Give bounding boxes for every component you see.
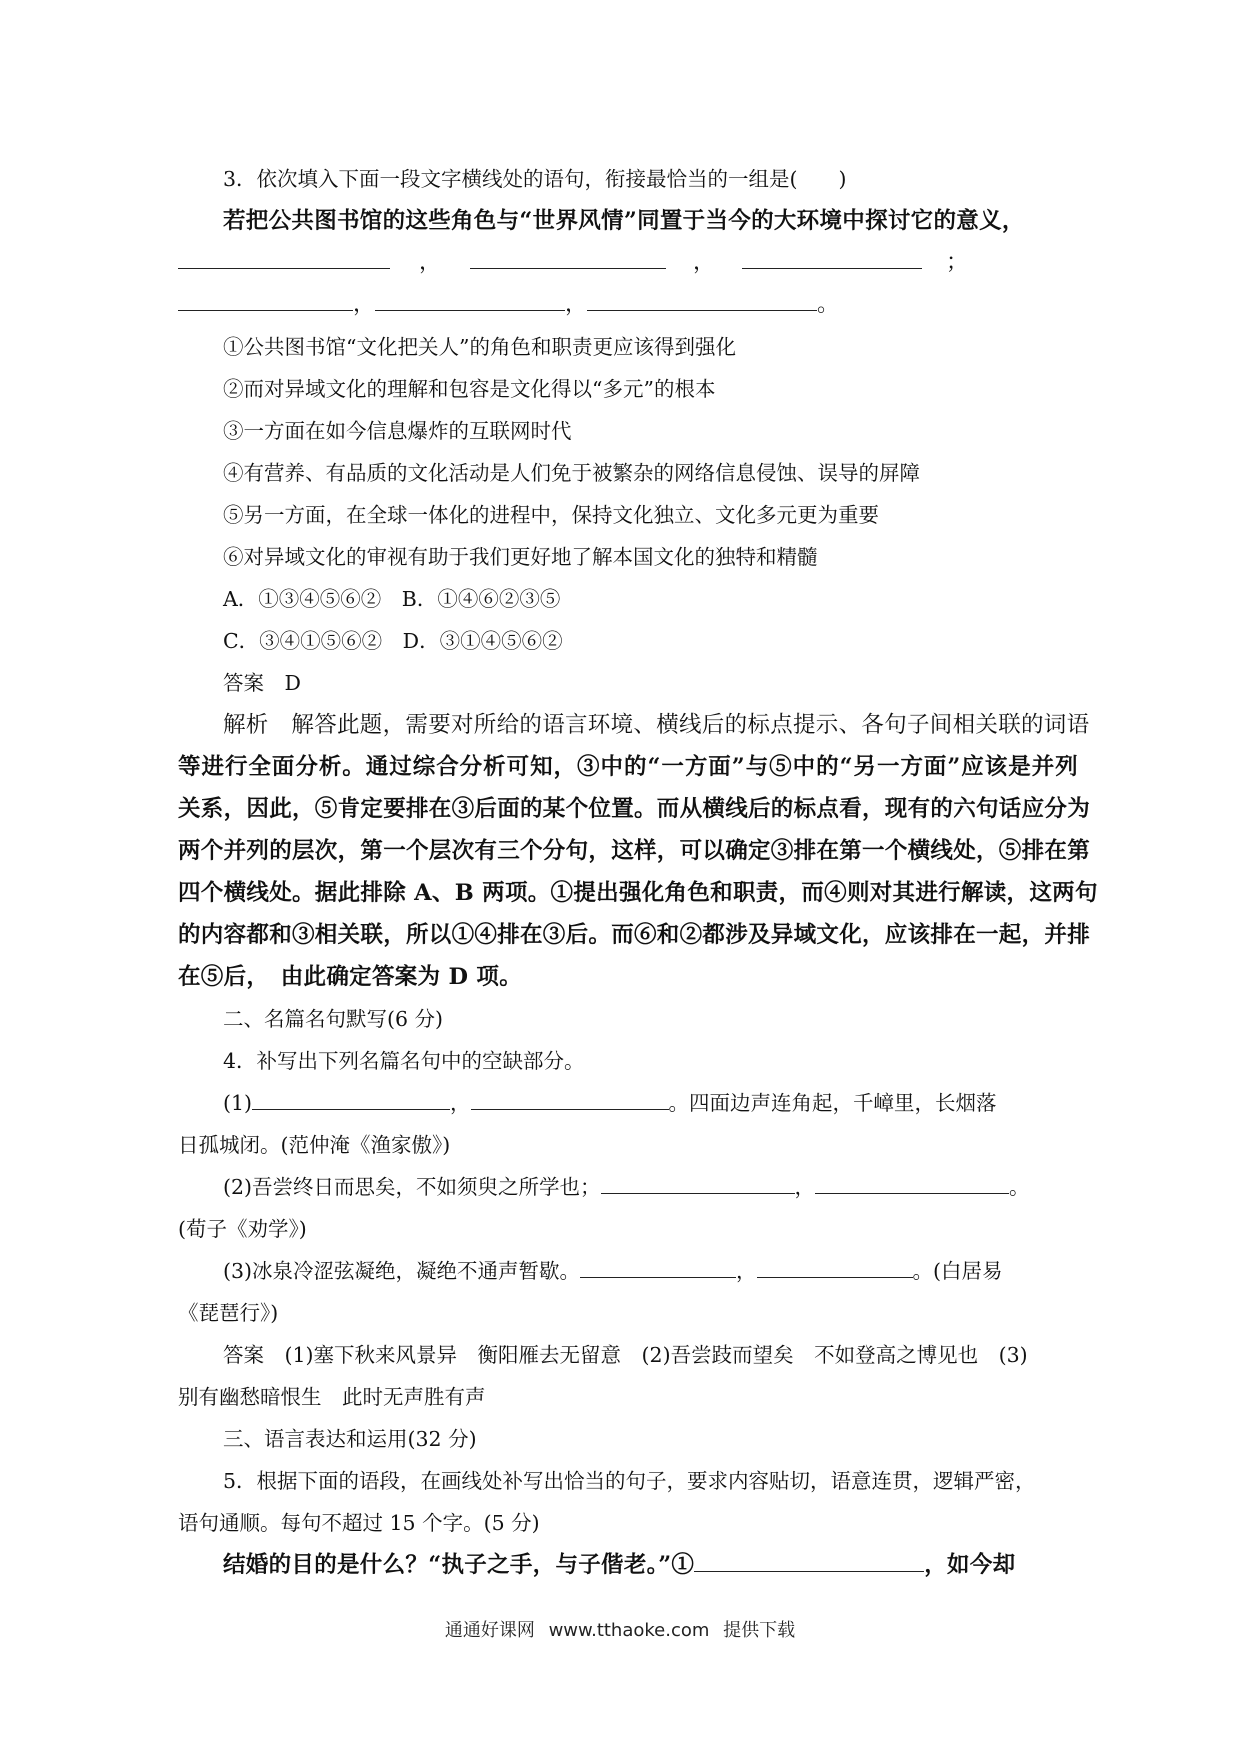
- analysis-line-2: 等进行全面分析。通过综合分析可知，③中的“一方面”与⑤中的“另一方面”应该是并列: [178, 754, 1078, 780]
- q4-item-3-comma: ，: [736, 1259, 757, 1283]
- blank-row-1: [178, 242, 1078, 284]
- page-footer: [0, 1616, 1240, 1642]
- option-3: ③一方面在如今信息爆炸的互联网时代: [223, 419, 572, 443]
- section-2-heading: 二、名篇名句默写(6 分): [223, 1007, 444, 1031]
- q4-item-1: [178, 1082, 1078, 1124]
- question-4-stem: 4．补写出下列名篇名句中的空缺部分。: [223, 1049, 585, 1073]
- section-3-heading: 三、语言表达和运用(32 分): [223, 1427, 477, 1451]
- question-5-passage-text: 结婚的目的是什么？“执子之手，与子偕老。”①: [223, 1552, 695, 1578]
- footer-url[interactable]: www.tthaoke.com: [548, 1620, 710, 1641]
- question-3-passage: 若把公共图书馆的这些角色与“世界风情”同置于当今的大环境中探讨它的意义，: [223, 208, 1025, 234]
- analysis-line-7: 在⑤后， 由此确定答案为 D 项。: [178, 964, 523, 990]
- blank-5-punct: ，: [565, 292, 588, 317]
- blank-3[interactable]: [742, 267, 922, 269]
- q4-item-3-prefix: (3)冰泉冷涩弦凝绝，凝绝不通声暂歇。: [223, 1259, 581, 1283]
- q4-item-2-continued: (荀子《劝学》): [178, 1217, 307, 1241]
- option-6: ⑥对异域文化的审视有助于我们更好地了解本国文化的独特和精髓: [223, 545, 818, 569]
- question-5-stem-continued: 语句通顺。每句不超过 15 个字。(5 分): [178, 1511, 540, 1535]
- analysis-line-1: 解析 解答此题，需要对所给的语言环境、横线后的标点提示、各句子间相关联的词语: [223, 712, 1090, 738]
- blank-1-punct: ，: [418, 250, 441, 275]
- blank-6-punct: 。: [817, 292, 840, 317]
- footer-site-name: 通通好课网: [444, 1620, 535, 1641]
- q4-item-2-prefix: (2)吾尝终日而思矣，不如须臾之所学也；: [223, 1175, 601, 1199]
- blank-4[interactable]: [178, 309, 353, 311]
- choices-a-b: A．①③④⑤⑥② B．①④⑥②③⑤: [223, 587, 561, 611]
- document-page: [178, 158, 1098, 1586]
- question-5-passage-tail: ，如今却: [924, 1552, 1016, 1578]
- blank-2[interactable]: [470, 267, 666, 269]
- q4-item-3-suffix: 。(白居易: [912, 1259, 1003, 1283]
- blank-6[interactable]: [587, 309, 817, 311]
- option-4: ④有营养、有品质的文化活动是人们免于被繁杂的网络信息侵蚀、误导的屏障: [223, 461, 920, 485]
- q4-item-3-blank-2[interactable]: [757, 1276, 913, 1278]
- blank-3-punct: ；: [945, 250, 968, 275]
- analysis-line-3: 关系，因此，⑤肯定要排在③后面的某个位置。而从横线后的标点看，现有的六句话应分为: [178, 796, 1091, 822]
- q4-item-2-blank-1[interactable]: [601, 1192, 795, 1194]
- question-5-stem: 5．根据下面的语段，在画线处补写出恰当的句子，要求内容贴切，语意连贯，逻辑严密，: [223, 1469, 1036, 1493]
- option-5: ⑤另一方面，在全球一体化的进程中，保持文化独立、文化多元更为重要: [223, 503, 879, 527]
- q4-item-3-blank-1[interactable]: [580, 1276, 736, 1278]
- blank-5[interactable]: [375, 309, 565, 311]
- q4-item-2-comma: ，: [794, 1175, 816, 1199]
- analysis-line-6: 的内容都和③相关联，所以①④排在③后。而⑥和②都涉及异域文化，应该排在一起，并排: [178, 922, 1091, 948]
- q4-item-1-comma: ，: [450, 1091, 471, 1115]
- q4-item-2-blank-2[interactable]: [815, 1192, 1009, 1194]
- blank-1[interactable]: [178, 267, 390, 269]
- analysis-line-5: 四个横线处。据此排除 A、B 两项。①提出强化角色和职责，而④则对其进行解读，这两句: [178, 880, 1098, 906]
- blank-2-punct: ，: [692, 250, 715, 275]
- footer-note: 提供下载: [723, 1620, 796, 1641]
- question-4-answer: 答案 (1)塞下秋来风景异 衡阳雁去无留意 (2)吾尝跂而望矣 不如登高之博见也 (3): [223, 1343, 1028, 1367]
- analysis-line-4: 两个并列的层次，第一个层次有三个分句，这样，可以确定③排在第一个横线处，⑤排在第: [178, 838, 1091, 864]
- q4-item-3: [178, 1250, 1078, 1292]
- q4-item-1-blank-1[interactable]: [252, 1108, 450, 1110]
- q4-item-1-continued: 日孤城闭。(范仲淹《渔家傲》): [178, 1133, 451, 1157]
- option-1: ①公共图书馆“文化把关人”的角色和职责更应该得到强化: [223, 335, 736, 359]
- question-4-answer-continued: 别有幽愁暗恨生 此时无声胜有声: [178, 1385, 486, 1409]
- q4-item-3-continued: 《琵琶行》): [178, 1301, 279, 1325]
- q4-item-2-suffix: 。: [1009, 1175, 1030, 1199]
- question-5-passage: [178, 1544, 1078, 1586]
- choices-c-d: C．③④①⑤⑥② D．③①④⑤⑥②: [223, 629, 563, 653]
- option-2: ②而对异域文化的理解和包容是文化得以“多元”的根本: [223, 377, 716, 401]
- question-3-answer: 答案 D: [223, 671, 301, 695]
- blank-row-2: [178, 284, 1078, 326]
- q4-item-1-blank-2[interactable]: [471, 1108, 669, 1110]
- q4-item-1-suffix: 。四面边声连角起，千嶂里，长烟落: [668, 1091, 997, 1115]
- blank-4-punct: ，: [353, 292, 376, 317]
- question-3-stem: 3．依次填入下面一段文字横线处的语句，衔接最恰当的一组是( ): [223, 167, 847, 191]
- q4-item-2: [178, 1166, 1078, 1208]
- question-5-blank-1[interactable]: [694, 1570, 924, 1572]
- q4-item-1-prefix: (1): [223, 1091, 253, 1115]
